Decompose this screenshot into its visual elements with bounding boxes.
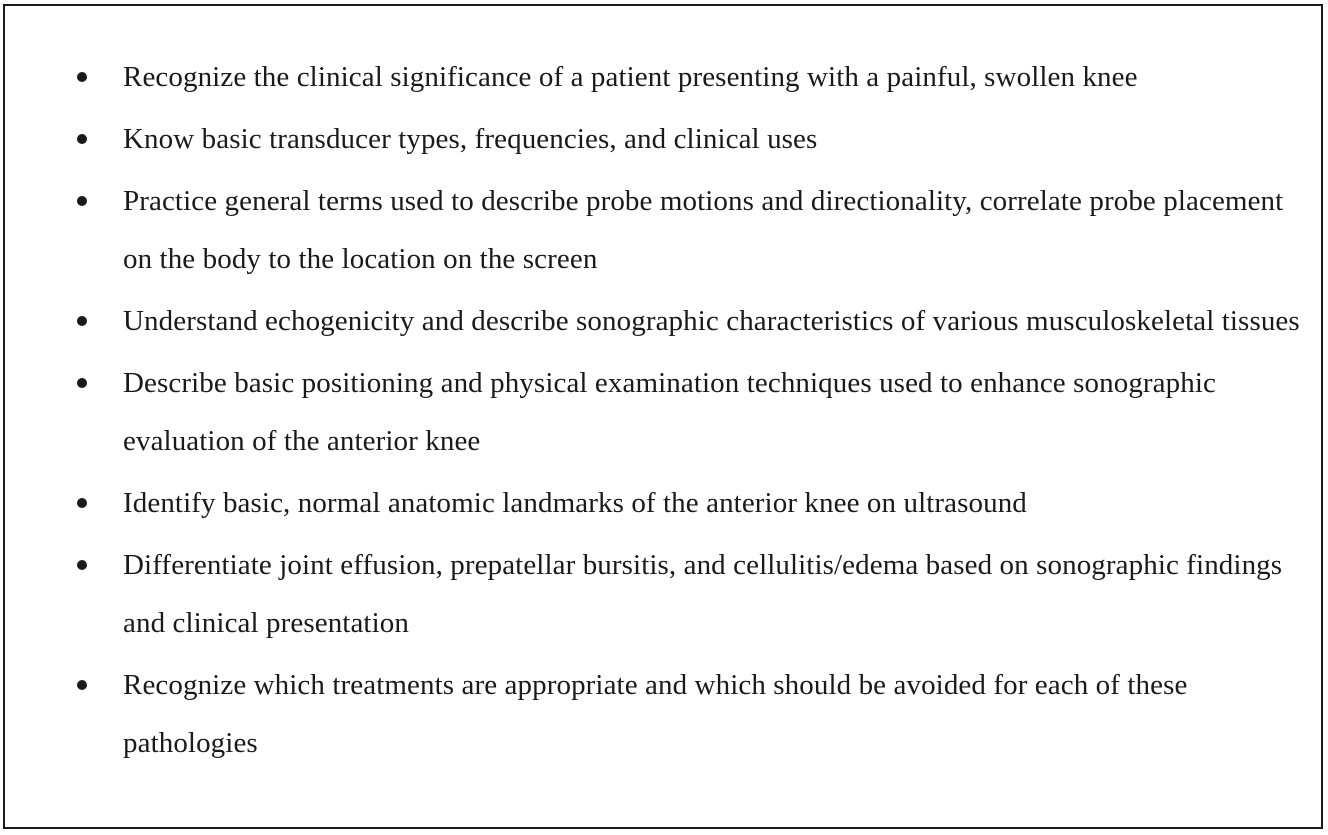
bullet-icon (77, 134, 87, 144)
bullet-icon (77, 72, 87, 82)
objective-text: Describe basic positioning and physical examination techniques used to enhance sonographic evaluation of the anterior knee (123, 367, 1216, 457)
objective-item (5, 292, 1321, 350)
objective-item (5, 474, 1321, 532)
objectives-box (3, 4, 1323, 829)
bullet-icon (77, 378, 87, 388)
bullet-icon (77, 560, 87, 570)
objective-item (5, 48, 1321, 106)
objectives-list (5, 48, 1321, 776)
bullet-icon (77, 498, 87, 508)
bullet-icon (77, 316, 87, 326)
bullet-icon (77, 680, 87, 690)
objective-item (5, 172, 1321, 288)
objective-text: Recognize the clinical significance of a patient presenting with a painful, swollen knee (123, 61, 1138, 93)
objective-item (5, 536, 1321, 652)
objective-text: Understand echogenicity and describe sonographic characteristics of various musculoskeletal tissues (123, 305, 1300, 337)
objective-item (5, 110, 1321, 168)
bullet-icon (77, 196, 87, 206)
objective-item (5, 354, 1321, 470)
objective-text: Practice general terms used to describe probe motions and directionality, correlate probe placement on the body to the location on the screen (123, 185, 1284, 275)
objective-item (5, 656, 1321, 772)
objective-text: Identify basic, normal anatomic landmarks of the anterior knee on ultrasound (123, 487, 1027, 519)
objective-text: Recognize which treatments are appropriate and which should be avoided for each of these pathologies (123, 669, 1188, 759)
objective-text: Know basic transducer types, frequencies, and clinical uses (123, 123, 818, 155)
objective-text: Differentiate joint effusion, prepatellar bursitis, and cellulitis/edema based on sonographic findings and clinical presentation (123, 549, 1283, 639)
